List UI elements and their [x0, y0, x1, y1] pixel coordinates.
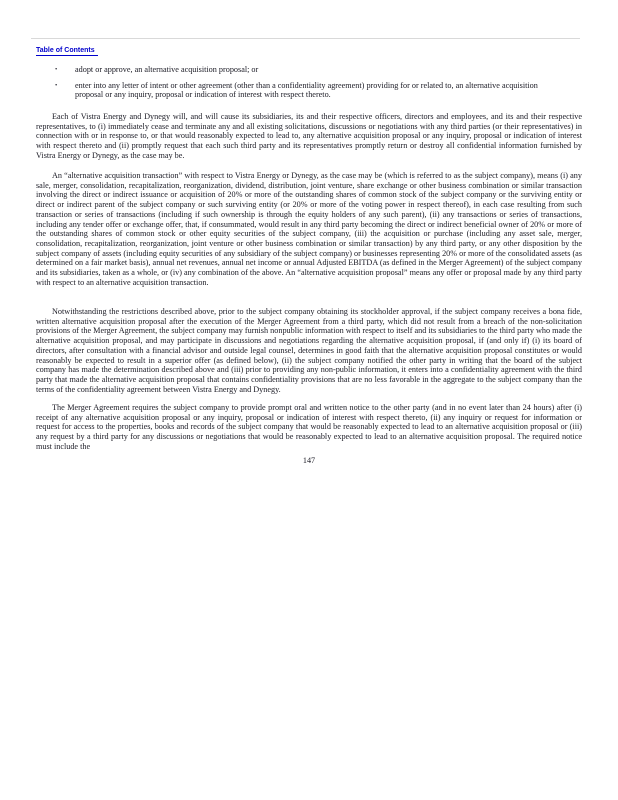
page-number: 147: [302, 456, 316, 465]
bullet-text: enter into any letter of intent or other agreement (other than a confidentiality agreement) providing for or related to, an alternative acquisition proposal or any inquiry, proposal or indication of interest with respect thereto.: [75, 80, 538, 100]
bullet-list: [55, 65, 541, 106]
paragraph-notwithstanding-restrictions: Notwithstanding the restrictions described above, prior to the subject company obtaining its stockholder approval, if the subject company receives a bona fide, written alternative acquisition proposal after the execution of the Merger Agreement from a third party, which did not result from a breach of the non-solicitation provisions of the Merger Agreement, the subject company may furnish nonpublic information with respect to itself and its subsidiaries to the third party who made the alternative acquisition proposal, and may participate in discussions and negotiations regarding the alternative acquisition proposal, if (and only if) (i) its board of directors, after consultation with a financial advisor and outside legal counsel, determines in good faith that the alternative acquisition proposal constitutes or would reasonably be expected to result in a superior offer (as defined below), (ii) the subject company notified the other party in writing that the board of the subject company has made the determination described above and (iii) prior to providing any non-public information, it enters into a confidentiality agreement with the third party that made the alternative acquisition proposal that contains confidentiality provisions that are no less favorable in the aggregate to the subject company than the terms of the confidentiality agreement between Vistra Energy and Dynegy.: [36, 307, 582, 394]
paragraph-alternative-acquisition-definition: An “alternative acquisition transaction” with respect to Vistra Energy or Dynegy, as the case may be (which is referred to as the subject company), means (i) any sale, merger, consolidation, recapitalization, reorganization, dividend, distribution, joint venture, share exchange or other business combination or similar transaction involving the direct or indirect issuance or acquisition of 20% or more of the outstanding shares of common stock of the subject company or the surviving entity or direct or indirect parent of the subject company or such surviving entity (or 20% or more of the voting power in respect thereof), in each case resulting from such transaction or series of transactions (including if such ownership is through the equity holders of any such parent), (ii) any transactions or series of transactions, including any tender offer or exchange offer, that, if consummated, would result in any third party becoming the direct or indirect beneficial owner of 20% or more of the outstanding shares of common stock or other equity securities of the subject company, (iii) the acquisition or purchase (including any asset sale, merger, consolidation, recapitalization, reorganization, joint venture or other business combination or similar transaction) by any third party, or any other disposition by the subject company of assets (including equity securities of any subsidiary of the subject company) or businesses representing 20% or more of the consolidated assets (as determined on a fair market basis), annual net revenues, annual net income or annual Adjusted EBITDA (as defined in the Merger Agreement) of the subject company and its subsidiaries, taken as a whole, or (iv) any combination of the above. An “alternative acquisition proposal” means any offer or proposal made by any third party with respect to an alternative acquisition transaction.: [36, 171, 582, 287]
list-item: [55, 65, 541, 75]
bullet-icon: •: [55, 81, 58, 89]
list-item: [55, 81, 541, 100]
table-of-contents-link[interactable]: Table of Contents: [36, 47, 98, 56]
bullet-icon: •: [55, 66, 58, 73]
paragraph-solicitation-cease: Each of Vistra Energy and Dynegy will, and will cause its subsidiaries, its and their respective officers, directors and employees, and its and their respective representatives, to (i) immediately cease and terminate any and all existing solicitations, discussions or negotiations with any third parties (or their representatives) in connection with or in response to, or that would reasonably expected to lead to, any alternative acquisition proposal or any inquiry, proposal or indication of interest with respect thereto and (ii) promptly request that each such third party and its representatives promptly return or destroy all confidential information furnished by Vistra Energy or Dynegy, as the case may be.: [36, 112, 582, 160]
header-divider: [31, 38, 580, 39]
bullet-text: adopt or approve, an alternative acquisition proposal; or: [75, 65, 259, 74]
paragraph-merger-agreement-notice: The Merger Agreement requires the subject company to provide prompt oral and written notice to the other party (and in no event later than 24 hours) after (i) receipt of any alternative acquisition proposal or any inquiry, proposal or indication of interest with respect thereto, (ii) any inquiry or request for information or request for access to the properties, books and records of the subject company that would be reasonably expected to lead to an alternative acquisition proposal or (iii) any request by a third party for any discussions or negotiations that would be reasonably expected to lead to an alternative acquisition proposal. The required notice must include the: [36, 403, 582, 451]
